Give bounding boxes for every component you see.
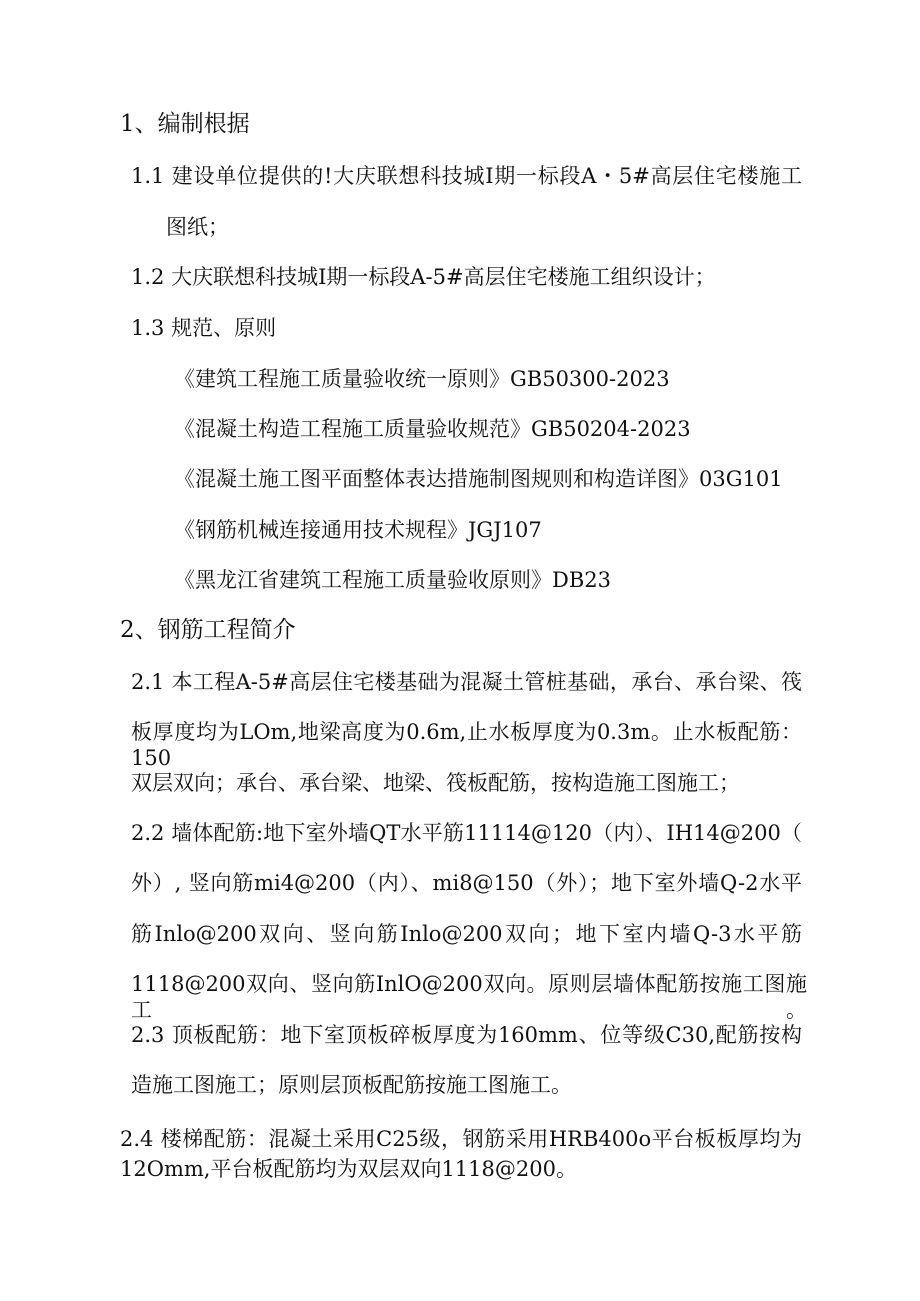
item-2-1-line1: 2.1 本工程A-5#高层住宅楼基础为混凝土管桩基础，承台、承台梁、筏 bbox=[131, 670, 802, 694]
item-2-3-line2: 造施工图施工；原则层顶板配筋按施工图施工。 bbox=[131, 1073, 572, 1097]
item-2-4-line2: 12Omm,平台板配筋均为双层双向1118@200。 bbox=[120, 1157, 577, 1181]
section2-title: 2、钢筋工程简介 bbox=[120, 617, 296, 643]
item-1-1-line2: 图纸； bbox=[166, 215, 229, 239]
standard-item: 《建筑工程施工质量验收统一原则》GB50300-2023 bbox=[174, 367, 670, 391]
item-2-1-line3: 双层双向；承台、承台梁、地梁、筏板配筋，按构造施工图施工； bbox=[131, 771, 740, 795]
item-1-2: 1.2 大庆联想科技城I期一标段A-5#高层住宅楼施工组织设计； bbox=[131, 265, 716, 289]
section1-title: 1、编制根据 bbox=[120, 111, 250, 137]
item-2-2-line4: 1118@200双向、竖向筋InlO@200双向。原则层墙体配筋按施工图施工。 bbox=[131, 972, 807, 1022]
standard-item: 《钢筋机械连接通用技术规程》JGJ107 bbox=[174, 518, 542, 542]
item-2-4-line1: 2.4 楼梯配筋：混凝土采用C25级，钢筋采用HRB400o平台板板厚均为 bbox=[120, 1127, 802, 1151]
item-2-2-line2: 外）, 竖向筋mi4@200（内）、mi8@150（外）；地下室外墙Q-2水平 bbox=[131, 871, 802, 895]
standard-item: 《混凝土构造工程施工质量验收规范》GB50204-2023 bbox=[174, 417, 691, 441]
item-2-2-line3: 筋Inlo@200双向、竖向筋Inlo@200双向；地下室内墙Q-3水平筋 bbox=[131, 922, 802, 946]
item-2-1-line2: 板厚度均为LOm,地梁高度为0.6m,止水板厚度为0.3m。止水板配筋：150 bbox=[131, 720, 802, 770]
standard-item: 《混凝土施工图平面整体表达措施制图规则和构造详图》03G101 bbox=[174, 467, 783, 491]
item-2-3-line1: 2.3 顶板配筋：地下室顶板碎板厚度为160mm、位等级C30,配筋按构 bbox=[131, 1023, 802, 1047]
item-2-2-line1: 2.2 墙体配筋:地下室外墙QT水平筋11114@120（内）、IH14@200（ bbox=[131, 821, 802, 845]
item-1-1-line1: 1.1 建设单位提供的!大庆联想科技城I期一标段A・5#高层住宅楼施工 bbox=[131, 164, 802, 188]
item-1-3-title: 1.3 规范、原则 bbox=[131, 316, 277, 340]
standard-item: 《黑龙江省建筑工程施工质量验收原则》DB23 bbox=[174, 568, 611, 592]
